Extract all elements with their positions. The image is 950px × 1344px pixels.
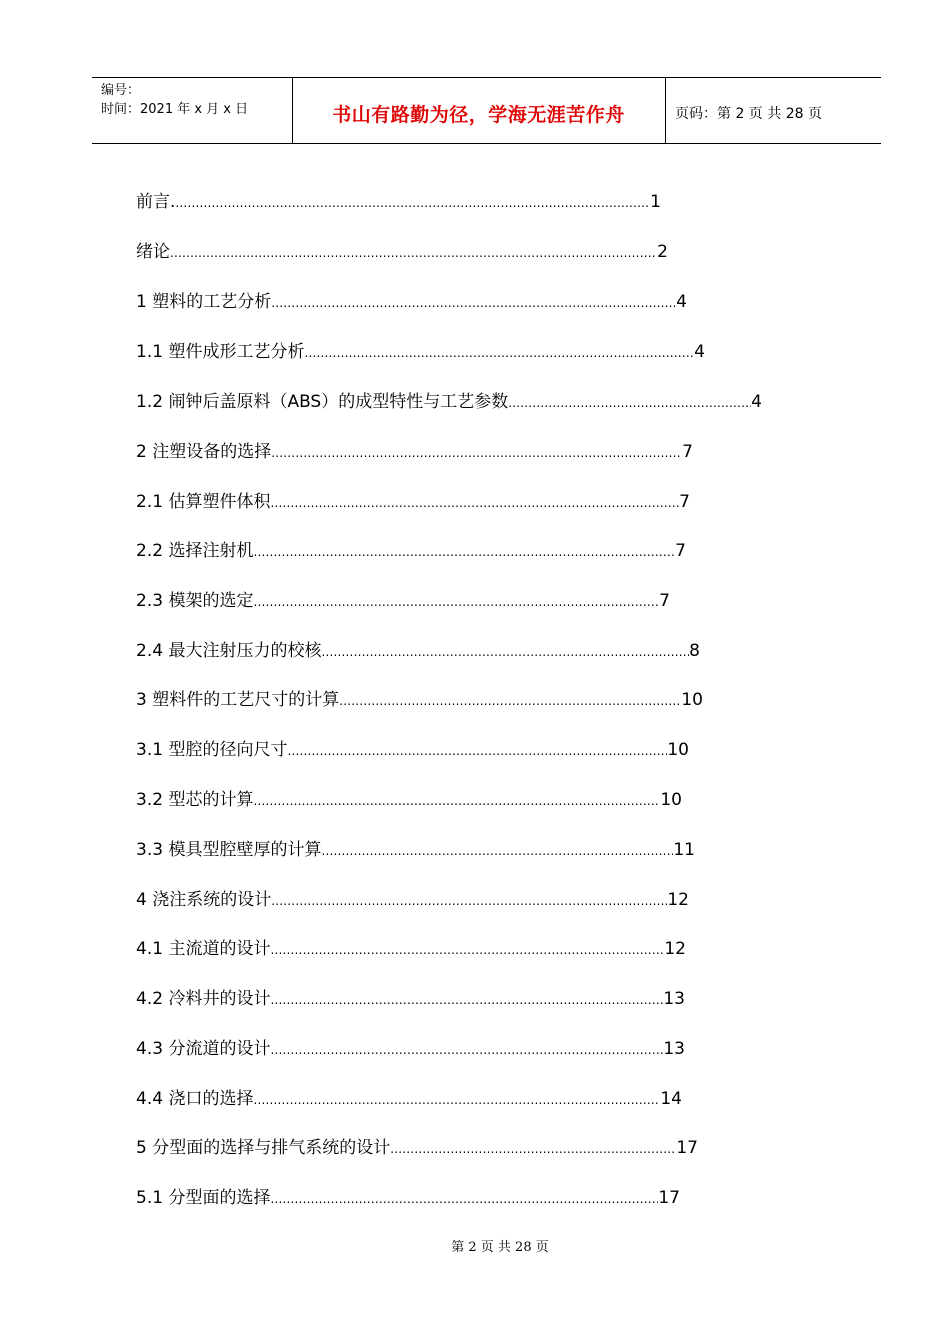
- toc-entry-page: 12: [667, 890, 689, 910]
- toc-dot-leader: [304, 344, 694, 362]
- header-number-label: 编号：: [101, 83, 141, 98]
- toc-entry[interactable]: [136, 288, 687, 312]
- toc-entry-title: 3.3 模具型腔壁厚的计算: [136, 840, 322, 860]
- toc-dot-leader: [253, 792, 660, 810]
- toc-entry-title: 3.2 型芯的计算: [136, 790, 254, 810]
- toc-entry-title: 前言.: [136, 192, 176, 212]
- toc-dot-leader: [508, 394, 751, 412]
- toc-entry[interactable]: [136, 836, 695, 860]
- toc-entry-title: 2.2 选择注射机: [136, 541, 254, 561]
- toc-entry[interactable]: [136, 438, 693, 462]
- toc-entry-page: 13: [663, 1039, 685, 1059]
- toc-entry[interactable]: [136, 1035, 685, 1059]
- toc-entry-page: 4: [676, 292, 687, 312]
- toc-entry-title: 3 塑料件的工艺尺寸的计算: [136, 690, 340, 710]
- toc-entry-title: 2 注塑设备的选择: [136, 442, 272, 462]
- toc-dot-leader: [270, 494, 679, 512]
- toc-entry-page: 10: [660, 790, 682, 810]
- toc-dot-leader: [270, 941, 664, 959]
- toc-entry-page: 17: [658, 1188, 680, 1208]
- toc-entry[interactable]: [136, 587, 670, 611]
- toc-entry-title: 绪论: [136, 242, 170, 262]
- toc-entry-title: 1.2 闹钟后盖原料（ABS）的成型特性与工艺参数: [136, 392, 509, 412]
- toc-dot-leader: [287, 742, 667, 760]
- toc-entry-title: 2.3 模架的选定: [136, 591, 254, 611]
- toc-dot-leader: [270, 1041, 663, 1059]
- toc-entry[interactable]: [136, 985, 685, 1009]
- toc-dot-leader: [271, 294, 676, 312]
- toc-entry-page: 4: [694, 342, 705, 362]
- toc-entry[interactable]: [136, 736, 689, 760]
- toc-entry-title: 5 分型面的选择与排气系统的设计: [136, 1138, 391, 1158]
- header-time-label: 时间：2021 年 x 月 x 日: [101, 102, 249, 117]
- toc-dot-leader: [271, 444, 682, 462]
- toc-entry-page: 11: [673, 840, 695, 860]
- toc-entry-page: 13: [663, 989, 685, 1009]
- toc-entry[interactable]: [136, 388, 762, 412]
- toc-entry[interactable]: [136, 537, 686, 561]
- toc-entry[interactable]: [136, 1085, 682, 1109]
- toc-entry-page: 2: [657, 242, 668, 262]
- toc-dot-leader: [270, 1190, 658, 1208]
- toc-dot-leader: [253, 543, 675, 561]
- toc-entry[interactable]: [136, 188, 661, 212]
- toc-entry-title: 2.4 最大注射压力的校核: [136, 641, 322, 661]
- header-motto: 书山有路勤为径，学海无涯苦作舟: [332, 104, 625, 126]
- toc-entry-title: 1 塑料的工艺分析: [136, 292, 272, 312]
- toc-entry-title: 5.1 分型面的选择: [136, 1188, 271, 1208]
- toc-dot-leader: [339, 692, 681, 710]
- toc-dot-leader: [253, 593, 659, 611]
- header-page-label: 页码：第 2 页 共 28 页: [675, 106, 822, 122]
- toc-entry[interactable]: [136, 338, 705, 362]
- toc-entry-page: 10: [681, 690, 703, 710]
- toc-entry-title: 4.2 冷料井的设计: [136, 989, 271, 1009]
- toc-entry-page: 1: [650, 192, 661, 212]
- toc-entry-title: 1.1 塑件成形工艺分析: [136, 342, 305, 362]
- toc-dot-leader: [270, 991, 663, 1009]
- toc-entry-page: 4: [751, 392, 762, 412]
- toc-dot-leader: [271, 892, 667, 910]
- toc-entry-page: 10: [667, 740, 689, 760]
- page-footer: 第 2 页 共 28 页: [451, 1240, 549, 1255]
- toc-entry-page: 7: [659, 591, 670, 611]
- toc-entry[interactable]: [136, 637, 700, 661]
- toc-entry[interactable]: [136, 886, 689, 910]
- toc-entry-title: 2.1 估算塑件体积: [136, 492, 271, 512]
- toc-dot-leader: [321, 842, 673, 860]
- toc-entry[interactable]: [136, 935, 686, 959]
- toc-entry-title: 4.1 主流道的设计: [136, 939, 271, 959]
- toc-entry-page: 17: [676, 1138, 698, 1158]
- toc-dot-leader: [253, 1091, 660, 1109]
- toc-entry-title: 4.3 分流道的设计: [136, 1039, 271, 1059]
- toc-entry[interactable]: [136, 238, 668, 262]
- toc-dot-leader: [170, 244, 657, 262]
- toc-entry[interactable]: [136, 686, 703, 710]
- toc-dot-leader: [390, 1140, 676, 1158]
- toc-dot-leader: [321, 643, 689, 661]
- toc-entry[interactable]: [136, 786, 682, 810]
- toc-entry-page: 7: [679, 492, 690, 512]
- toc-entry-title: 3.1 型腔的径向尺寸: [136, 740, 288, 760]
- toc-entry-title: 4.4 浇口的选择: [136, 1089, 254, 1109]
- toc-entry[interactable]: [136, 1134, 698, 1158]
- toc-entry-page: 8: [689, 641, 700, 661]
- toc-entry-page: 7: [675, 541, 686, 561]
- toc-entry-page: 12: [664, 939, 686, 959]
- toc-entry-page: 14: [660, 1089, 682, 1109]
- toc-entry-page: 7: [682, 442, 693, 462]
- toc-entry[interactable]: [136, 488, 690, 512]
- toc-entry-title: 4 浇注系统的设计: [136, 890, 272, 910]
- toc-dot-leader: [175, 194, 650, 212]
- toc-entry[interactable]: [136, 1184, 680, 1208]
